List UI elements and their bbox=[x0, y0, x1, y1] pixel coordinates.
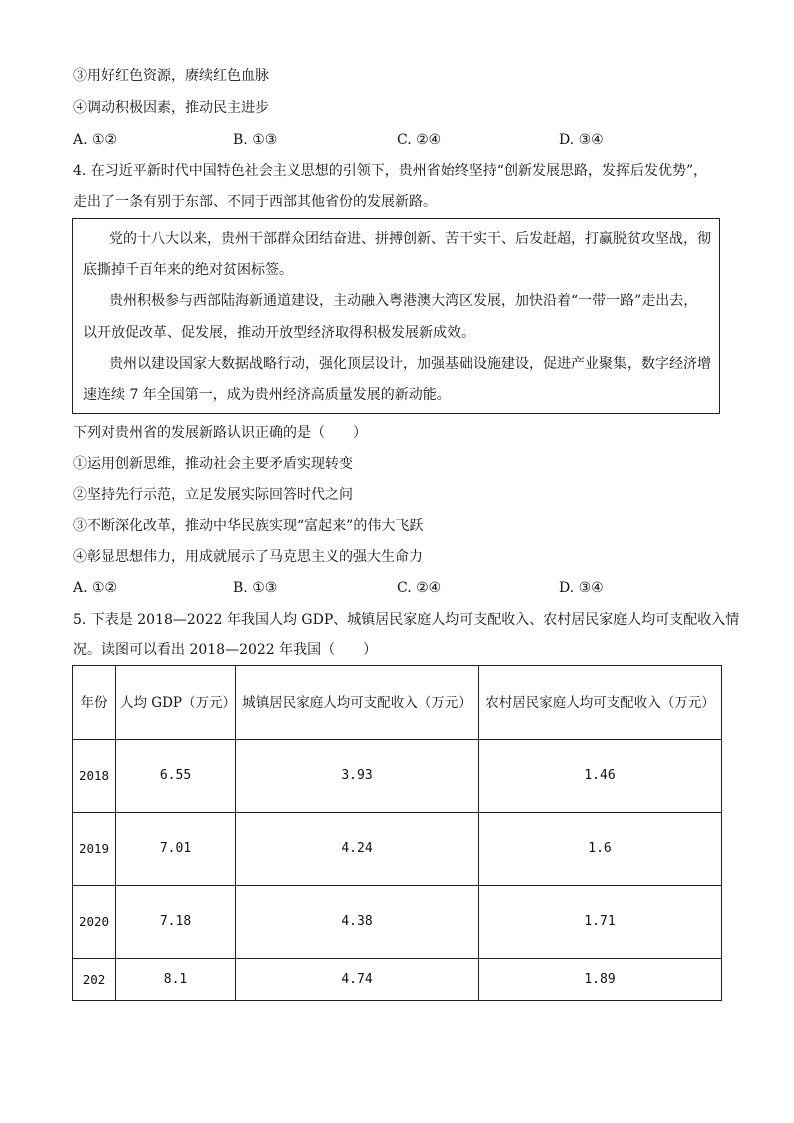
material-p3-line2: 速连续 7 年全国第一，成为贵州经济高质量发展的新动能。 bbox=[83, 387, 451, 403]
table-header-row bbox=[73, 666, 722, 740]
option-a: A. ①② bbox=[73, 580, 118, 596]
cell-rural: 1.6 bbox=[479, 813, 722, 886]
cell-gdp: 7.01 bbox=[116, 813, 236, 886]
q4-question: 下列对贵州省的发展新路认识正确的是（ ） bbox=[73, 425, 367, 441]
option-c: C. ②④ bbox=[397, 132, 442, 148]
cell-gdp: 7.18 bbox=[116, 886, 236, 959]
q4-statement-3: ③不断深化改革，推动中华民族实现“富起来”的伟大飞跃 bbox=[73, 518, 424, 534]
header-urban-income: 城镇居民家庭人均可支配收入（万元） bbox=[236, 666, 479, 740]
q5-stem-line-2: 况。读图可以看出 2018—2022 年我国（ ） bbox=[73, 642, 378, 658]
q3-statement-4: ④调动积极因素，推动民主进步 bbox=[73, 100, 269, 116]
cell-rural: 1.46 bbox=[479, 740, 722, 813]
material-p1-line2: 底撕掉千百年来的绝对贫困标签。 bbox=[83, 262, 293, 278]
header-gdp: 人均 GDP（万元） bbox=[116, 666, 236, 740]
q3-options bbox=[73, 130, 723, 150]
income-table bbox=[72, 665, 722, 1001]
table-row bbox=[73, 959, 722, 1001]
option-b: B. ①③ bbox=[233, 132, 278, 148]
q5-stem-line-1: 5. 下表是 2018—2022 年我国人均 GDP、城镇居民家庭人均可支配收入、农村居民家庭人均可支配收入情 bbox=[73, 612, 740, 628]
cell-gdp: 8.1 bbox=[116, 959, 236, 1001]
material-p3-line1: 贵州以建设国家大数据战略行动，强化顶层设计，加强基础设施建设，促进产业聚集，数字经济增 bbox=[109, 356, 711, 372]
q3-statement-3: ③用好红色资源，赓续红色血脉 bbox=[73, 68, 269, 84]
option-d: D. ③④ bbox=[559, 580, 604, 596]
table-row bbox=[73, 813, 722, 886]
table-row bbox=[73, 886, 722, 959]
cell-year: 2018 bbox=[73, 740, 116, 813]
q4-options bbox=[73, 578, 723, 598]
q4-statement-2: ②坚持先行示范，立足发展实际回答时代之问 bbox=[73, 487, 353, 503]
material-p2-line1: 贵州积极参与西部陆海新通道建设，主动融入粤港澳大湾区发展，加快沿着“一带一路”走出去， bbox=[109, 293, 698, 309]
q4-statement-4: ④彰显思想伟力，用成就展示了马克思主义的强大生命力 bbox=[73, 549, 423, 565]
table-row bbox=[73, 740, 722, 813]
option-a: A. ①② bbox=[73, 132, 118, 148]
header-rural-income: 农村居民家庭人均可支配收入（万元） bbox=[479, 666, 722, 740]
cell-urban: 4.24 bbox=[236, 813, 479, 886]
material-p1-line1: 党的十八大以来，贵州干部群众团结奋进、拼搏创新、苦干实干、后发赶超，打赢脱贫攻坚战，彻 bbox=[109, 231, 711, 247]
q4-stem-line-1: 4. 在习近平新时代中国特色社会主义思想的引领下，贵州省始终坚持“创新发展思路，发挥后发优势”， bbox=[73, 163, 708, 179]
cell-rural: 1.89 bbox=[479, 959, 722, 1001]
option-b: B. ①③ bbox=[233, 580, 278, 596]
header-year: 年份 bbox=[73, 666, 116, 740]
q4-stem-line-2: 走出了一条有别于东部、不同于西部其他省份的发展新路。 bbox=[73, 194, 437, 210]
q4-statement-1: ①运用创新思维，推动社会主要矛盾实现转变 bbox=[73, 456, 353, 472]
cell-urban: 4.38 bbox=[236, 886, 479, 959]
cell-year: 202 bbox=[73, 959, 116, 1001]
cell-urban: 4.74 bbox=[236, 959, 479, 1001]
cell-year: 2020 bbox=[73, 886, 116, 959]
cell-rural: 1.71 bbox=[479, 886, 722, 959]
cell-gdp: 6.55 bbox=[116, 740, 236, 813]
option-d: D. ③④ bbox=[559, 132, 604, 148]
cell-year: 2019 bbox=[73, 813, 116, 886]
q4-material-box bbox=[72, 218, 720, 414]
material-p2-line2: 以开放促改革、促发展，推动开放型经济取得积极发展新成效。 bbox=[83, 325, 475, 341]
option-c: C. ②④ bbox=[397, 580, 442, 596]
cell-urban: 3.93 bbox=[236, 740, 479, 813]
